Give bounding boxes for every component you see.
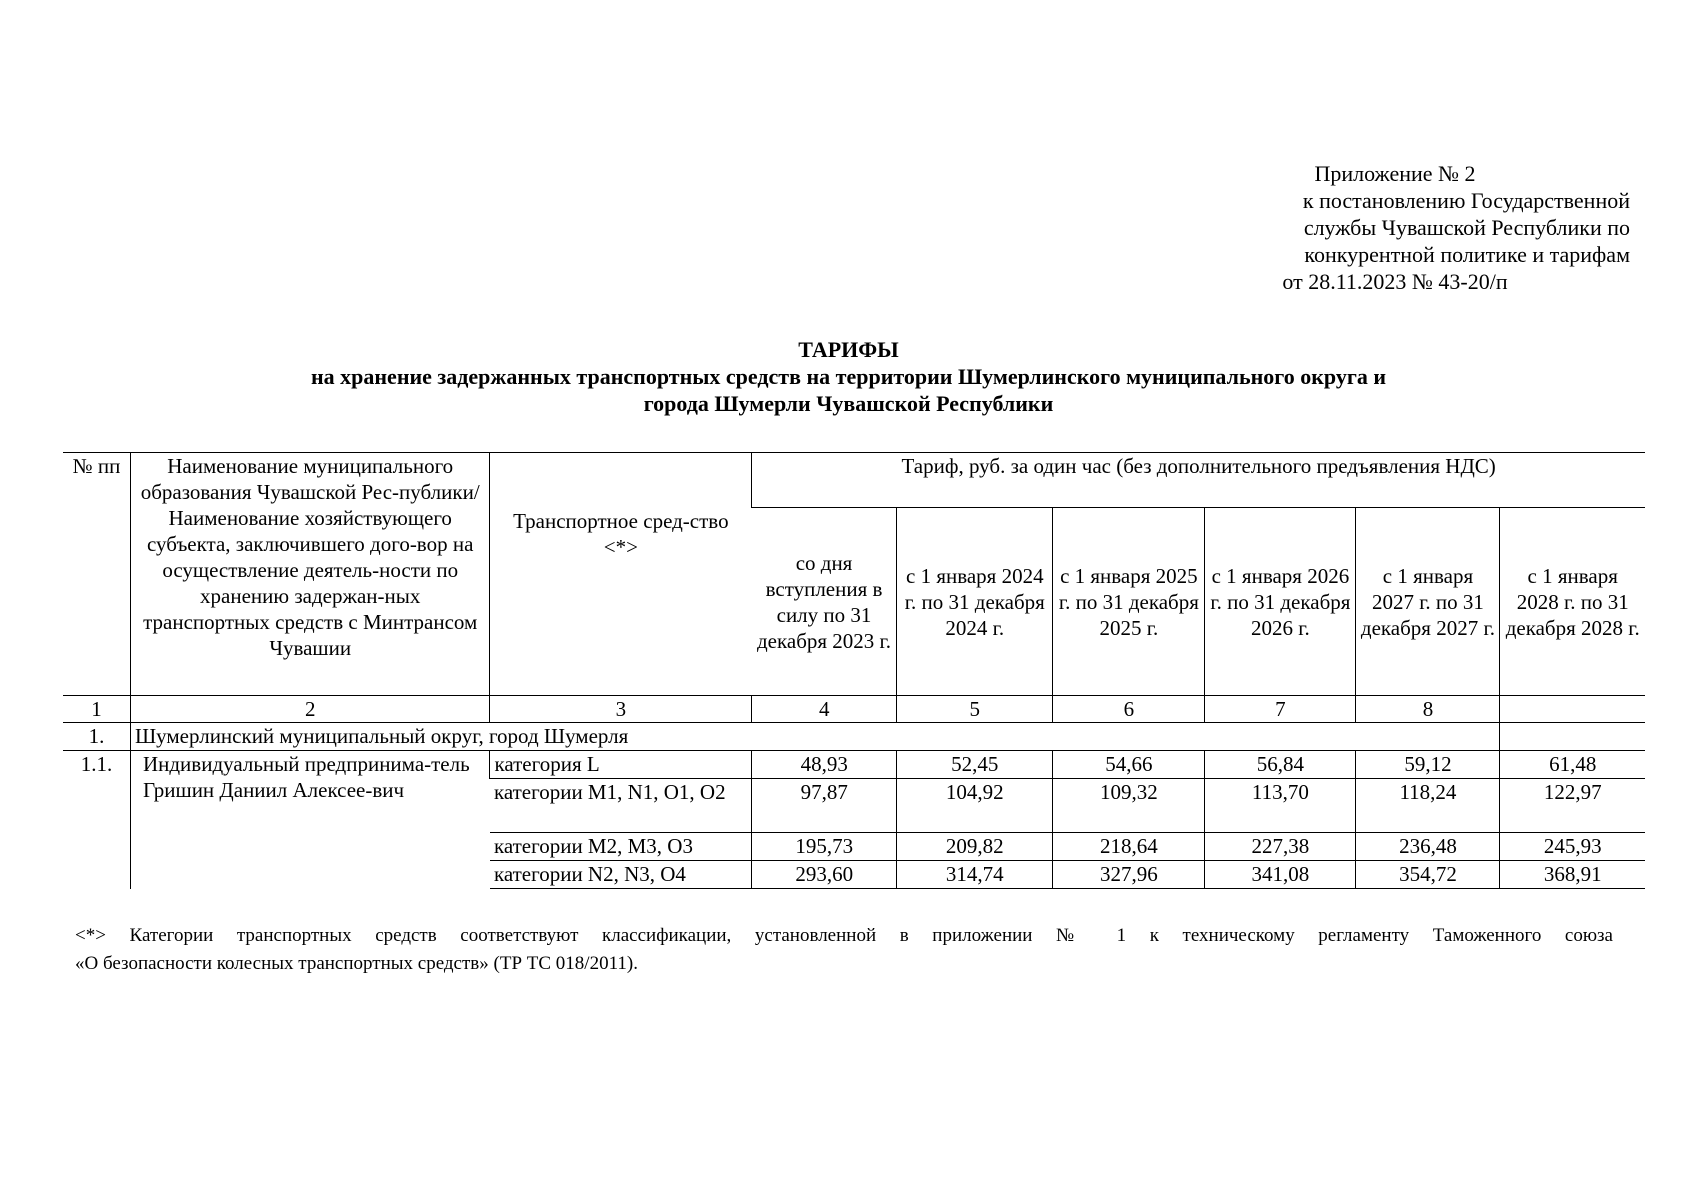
- appendix-line: конкурентной политике и тарифам: [1304, 242, 1630, 267]
- section-name: Шумерлинский муниципальный округ, город Шумерля: [130, 723, 1499, 751]
- header-period-4: с 1 января 2026 г. по 31 декабря 2026 г.: [1205, 508, 1356, 696]
- entity-num: 1.1.: [63, 751, 130, 889]
- header-period-2: с 1 января 2024 г. по 31 декабря 2024 г.: [897, 508, 1053, 696]
- vehicle-category: категории M2, M3, O3: [490, 833, 752, 861]
- vehicle-category: категории N2, N3, O4: [490, 861, 752, 889]
- tariff-value: 314,74: [897, 861, 1053, 889]
- col-number: [1500, 696, 1645, 723]
- col-number: 4: [752, 696, 897, 723]
- title-subtitle-line2: города Шумерли Чувашской Республики: [643, 391, 1054, 416]
- tariff-value: 341,08: [1205, 861, 1356, 889]
- header-org: Наименование муниципального образования Чувашской Рес-публики/ Наименование хозяйствующего субъекта, заключившего дого-вор на осуществление деятель-ности по хранению задержан-ных транспортных средств с Минтрансом Чувашии: [130, 453, 489, 696]
- tariff-value: 113,70: [1205, 779, 1356, 833]
- header-period-6: с 1 января 2028 г. по 31 декабря 2028 г.: [1500, 508, 1645, 696]
- tariff-value: 327,96: [1053, 861, 1205, 889]
- vehicle-category: категории M1, N1, O1, O2: [490, 779, 752, 833]
- tariffs-table: [63, 452, 1645, 889]
- vehicle-category: категория L: [490, 751, 752, 779]
- appendix-line: службы Чувашской Республики по: [1303, 215, 1630, 240]
- appendix-date: от 28.11.2023 № 43-20/п: [1282, 269, 1508, 294]
- document-title: [60, 336, 1637, 417]
- col-number: 2: [130, 696, 489, 723]
- appendix-line: к постановлению Государственной: [1302, 188, 1630, 213]
- tariff-value: 354,72: [1356, 861, 1500, 889]
- column-numbers-row: [63, 696, 1645, 723]
- table-row: [63, 751, 1645, 779]
- tariff-value: 52,45: [897, 751, 1053, 779]
- tariff-value: 368,91: [1500, 861, 1645, 889]
- appendix-block: [1160, 160, 1630, 295]
- tariff-value: 209,82: [897, 833, 1053, 861]
- tariff-value: 118,24: [1356, 779, 1500, 833]
- tariff-value: 59,12: [1356, 751, 1500, 779]
- tariff-value: 48,93: [752, 751, 897, 779]
- tariff-value: 54,66: [1053, 751, 1205, 779]
- tariff-value: 236,48: [1356, 833, 1500, 861]
- tariff-value: 227,38: [1205, 833, 1356, 861]
- col-number: 8: [1356, 696, 1500, 723]
- tariff-value: 122,97: [1500, 779, 1645, 833]
- col-number: 3: [490, 696, 752, 723]
- section-num: 1.: [63, 723, 130, 751]
- title-subtitle-line1: на хранение задержанных транспортных средств на территории Шумерлинского муниципального округа и: [310, 364, 1387, 389]
- tariff-value: 195,73: [752, 833, 897, 861]
- footnote: [75, 922, 1613, 978]
- header-period-3: с 1 января 2025 г. по 31 декабря 2025 г.: [1053, 508, 1205, 696]
- entity-name: Индивидуальный предпринима-тель Гришин Даниил Алексее-вич: [130, 751, 489, 889]
- tariff-value: 245,93: [1500, 833, 1645, 861]
- header-period-5: с 1 января 2027 г. по 31 декабря 2027 г.: [1356, 508, 1500, 696]
- tariff-value: 104,92: [897, 779, 1053, 833]
- tariff-value: 97,87: [752, 779, 897, 833]
- section-empty-cell: [1500, 723, 1645, 751]
- header-num: № пп: [63, 453, 130, 696]
- header-vehicle: Транспортное сред-ство <*>: [490, 453, 752, 696]
- tariff-value: 109,32: [1053, 779, 1205, 833]
- col-number: 6: [1053, 696, 1205, 723]
- appendix-title: Приложение № 2: [1314, 161, 1476, 186]
- col-number: 1: [63, 696, 130, 723]
- section-row: [63, 723, 1645, 751]
- tariff-value: 293,60: [752, 861, 897, 889]
- footnote-line1: <*> Категории транспортных средств соответствуют классификации, установленной в приложении № 1 к техническому регламенту Таможенного союза: [75, 925, 1613, 946]
- col-number: 5: [897, 696, 1053, 723]
- title-main: ТАРИФЫ: [798, 337, 899, 362]
- tariff-value: 218,64: [1053, 833, 1205, 861]
- header-tariff-group: Тариф, руб. за один час (без дополнительного предъявления НДС): [752, 453, 1645, 508]
- header-period-1: со дня вступления в силу по 31 декабря 2023 г.: [752, 508, 897, 696]
- footnote-line2: «О безопасности колесных транспортных средств» (ТР ТС 018/2011).: [75, 953, 638, 974]
- tariff-value: 61,48: [1500, 751, 1645, 779]
- tariff-value: 56,84: [1205, 751, 1356, 779]
- col-number: 7: [1205, 696, 1356, 723]
